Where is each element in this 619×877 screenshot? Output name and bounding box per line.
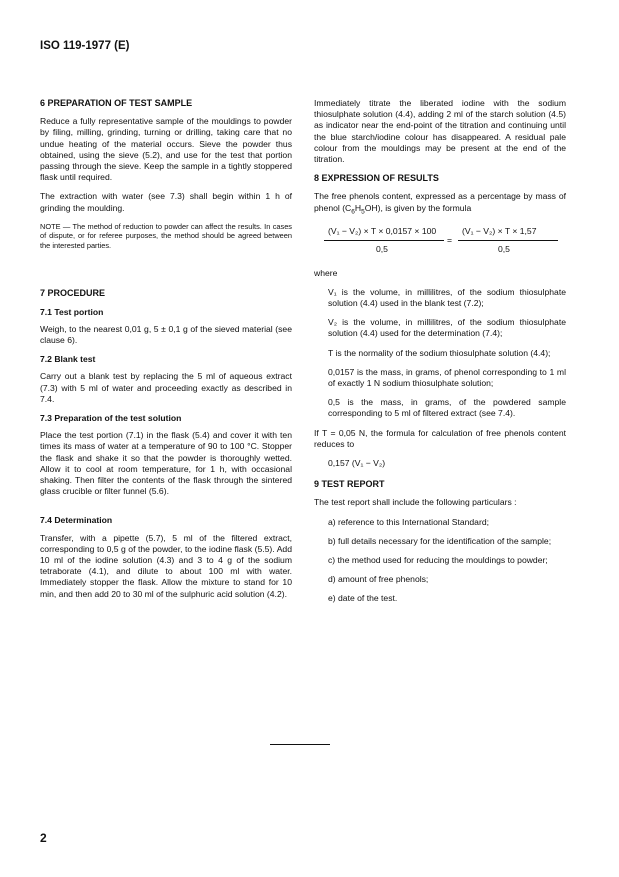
if-normality-paragraph: If T = 0,05 N, the formula for calculation of free phenols content reduces to <box>314 427 566 449</box>
fraction-bar-2 <box>458 240 558 241</box>
formula-numerator-2: (V₁ − V₂) × T × 1,57 <box>462 225 537 236</box>
section-7-1-title: 7.1 Test portion <box>40 306 104 317</box>
formula-numerator-1: (V₁ − V₂) × T × 0,0157 × 100 <box>328 225 437 236</box>
section-6-note: NOTE — The method of reduction to powder can affect the results. In cases of dispute, or for referee purposes, the method should be agreed between the interested parties. <box>40 221 292 250</box>
definition-v2: V₂ is the volume, in millilitres, of the sodium thiosulphate solution (4.4) used for the determination (7.4); <box>328 317 566 339</box>
section-7-3-title: 7.3 Preparation of the test solution <box>40 412 182 423</box>
where-label: where <box>314 267 338 278</box>
list-item: d) amount of free phenols; <box>328 574 429 585</box>
list-item: e) date of the test. <box>328 593 398 604</box>
fraction-bar-1 <box>324 240 444 241</box>
left-column <box>40 98 292 608</box>
section-7-4-title: 7.4 Determination <box>40 515 113 526</box>
test-report-list <box>314 517 566 605</box>
section-6-paragraph-2: The extraction with water (see 7.3) shall begin within 1 h of grinding the moulding. <box>40 191 292 213</box>
definition-v1: V₁ is the volume, in millilitres, of the sodium thiosulphate solution (4.4) used in the blank test (7.2); <box>328 286 566 308</box>
definition-0157: 0,0157 is the mass, in grams, of phenol corresponding to 1 ml of exactly 1 N sodium thiosulphate solution; <box>328 366 566 388</box>
section-7-1-paragraph: Weigh, to the nearest 0,01 g, 5 ± 0,1 g of the sieved material (see clause 6). <box>40 323 292 345</box>
section-7-4-paragraph: Transfer, with a pipette (5.7), 5 ml of the filtered extract, corresponding to 0,5 g of the powder, to the iodine flask (5.5). Add 10 ml of the iodine solution (4.3) and 3 to 4 g of the sodium tetraborate (4.1), and dilute to about 100 ml with water. Immediately stopper the flask. Allow the mixture to stand for 10 min, and then add 20 to 30 ml of the sulphuric acid solution (4.2). <box>40 532 292 599</box>
section-6-title: 6 PREPARATION OF TEST SAMPLE <box>40 98 193 108</box>
footer-divider <box>270 744 330 745</box>
page-number: 2 <box>40 831 47 845</box>
section-7-3-paragraph: Place the test portion (7.1) in the flask (5.4) and cover it with ten times its mass of water at a temperature of 90 to 100 °C. Stopper the flask and shake it so that the powder is thoroughly wetted. Allow it to cool at room temperature, for 1 h, with occasional shaking. Then filter the contents of the flask through the sintered glass crucible or filter funnel (5.6). <box>40 430 292 497</box>
definition-05: 0,5 is the mass, in grams, of the powdered sample corresponding to 5 ml of filtered extract (see 7.4). <box>328 397 566 419</box>
free-phenols-formula <box>314 226 566 260</box>
section-7-title: 7 PROCEDURE <box>40 288 106 299</box>
section-8-paragraph: The free phenols content, expressed as a percentage by mass of phenol $(C_6H_5OH)$, is given by the formula <box>314 191 566 216</box>
continued-paragraph: Immediately titrate the liberated iodine with the sodium thiosulphate solution (4.4), adding 2 ml of the starch solution (4.5) as indicator near the end-point of the titration and continuing until the blue starch/iodine colour has disappeared. A residual pale colour from the mouldings may be present at the end of the titration. <box>314 98 566 165</box>
list-item: c) the method used for reducing the mouldings to powder; <box>328 555 548 565</box>
list-item: a) reference to this International Standard; <box>328 516 489 527</box>
section-7-2-title: 7.2 Blank test <box>40 354 96 365</box>
list-item: b) full details necessary for the identification of the sample; <box>328 535 552 546</box>
reduced-formula: 0,157 (V₁ − V₂) <box>328 457 386 468</box>
formula-denominator-1: 0,5 <box>376 243 388 254</box>
right-column <box>314 98 566 613</box>
section-9-title: 9 TEST REPORT <box>314 479 385 490</box>
definition-t: T is the normality of the sodium thiosulphate solution (4.4); <box>328 347 551 358</box>
section-7-2-paragraph: Carry out a blank test by replacing the 5 ml of aqueous extract (7.3) with 5 ml of water and proceeding exactly as described in 7.4. <box>40 371 292 404</box>
formula-denominator-2: 0,5 <box>498 243 510 254</box>
document-header: ISO 119-1977 (E) <box>40 40 130 52</box>
section-9-paragraph: The test report shall include the following particulars : <box>314 497 517 508</box>
section-6-paragraph-1: Reduce a fully representative sample of the mouldings to powder by filing, milling, grinding, turning or drilling, taking care that no undue heating of the material occurs. Sieve the powder thus obtained, using the sieve (5.2), and use for the test that portion passing through the sieve. Keep the sample in a tightly stoppered flask until required. <box>40 116 292 183</box>
formula-equals: = <box>447 234 453 245</box>
section-8-title: 8 EXPRESSION OF RESULTS <box>314 173 439 184</box>
